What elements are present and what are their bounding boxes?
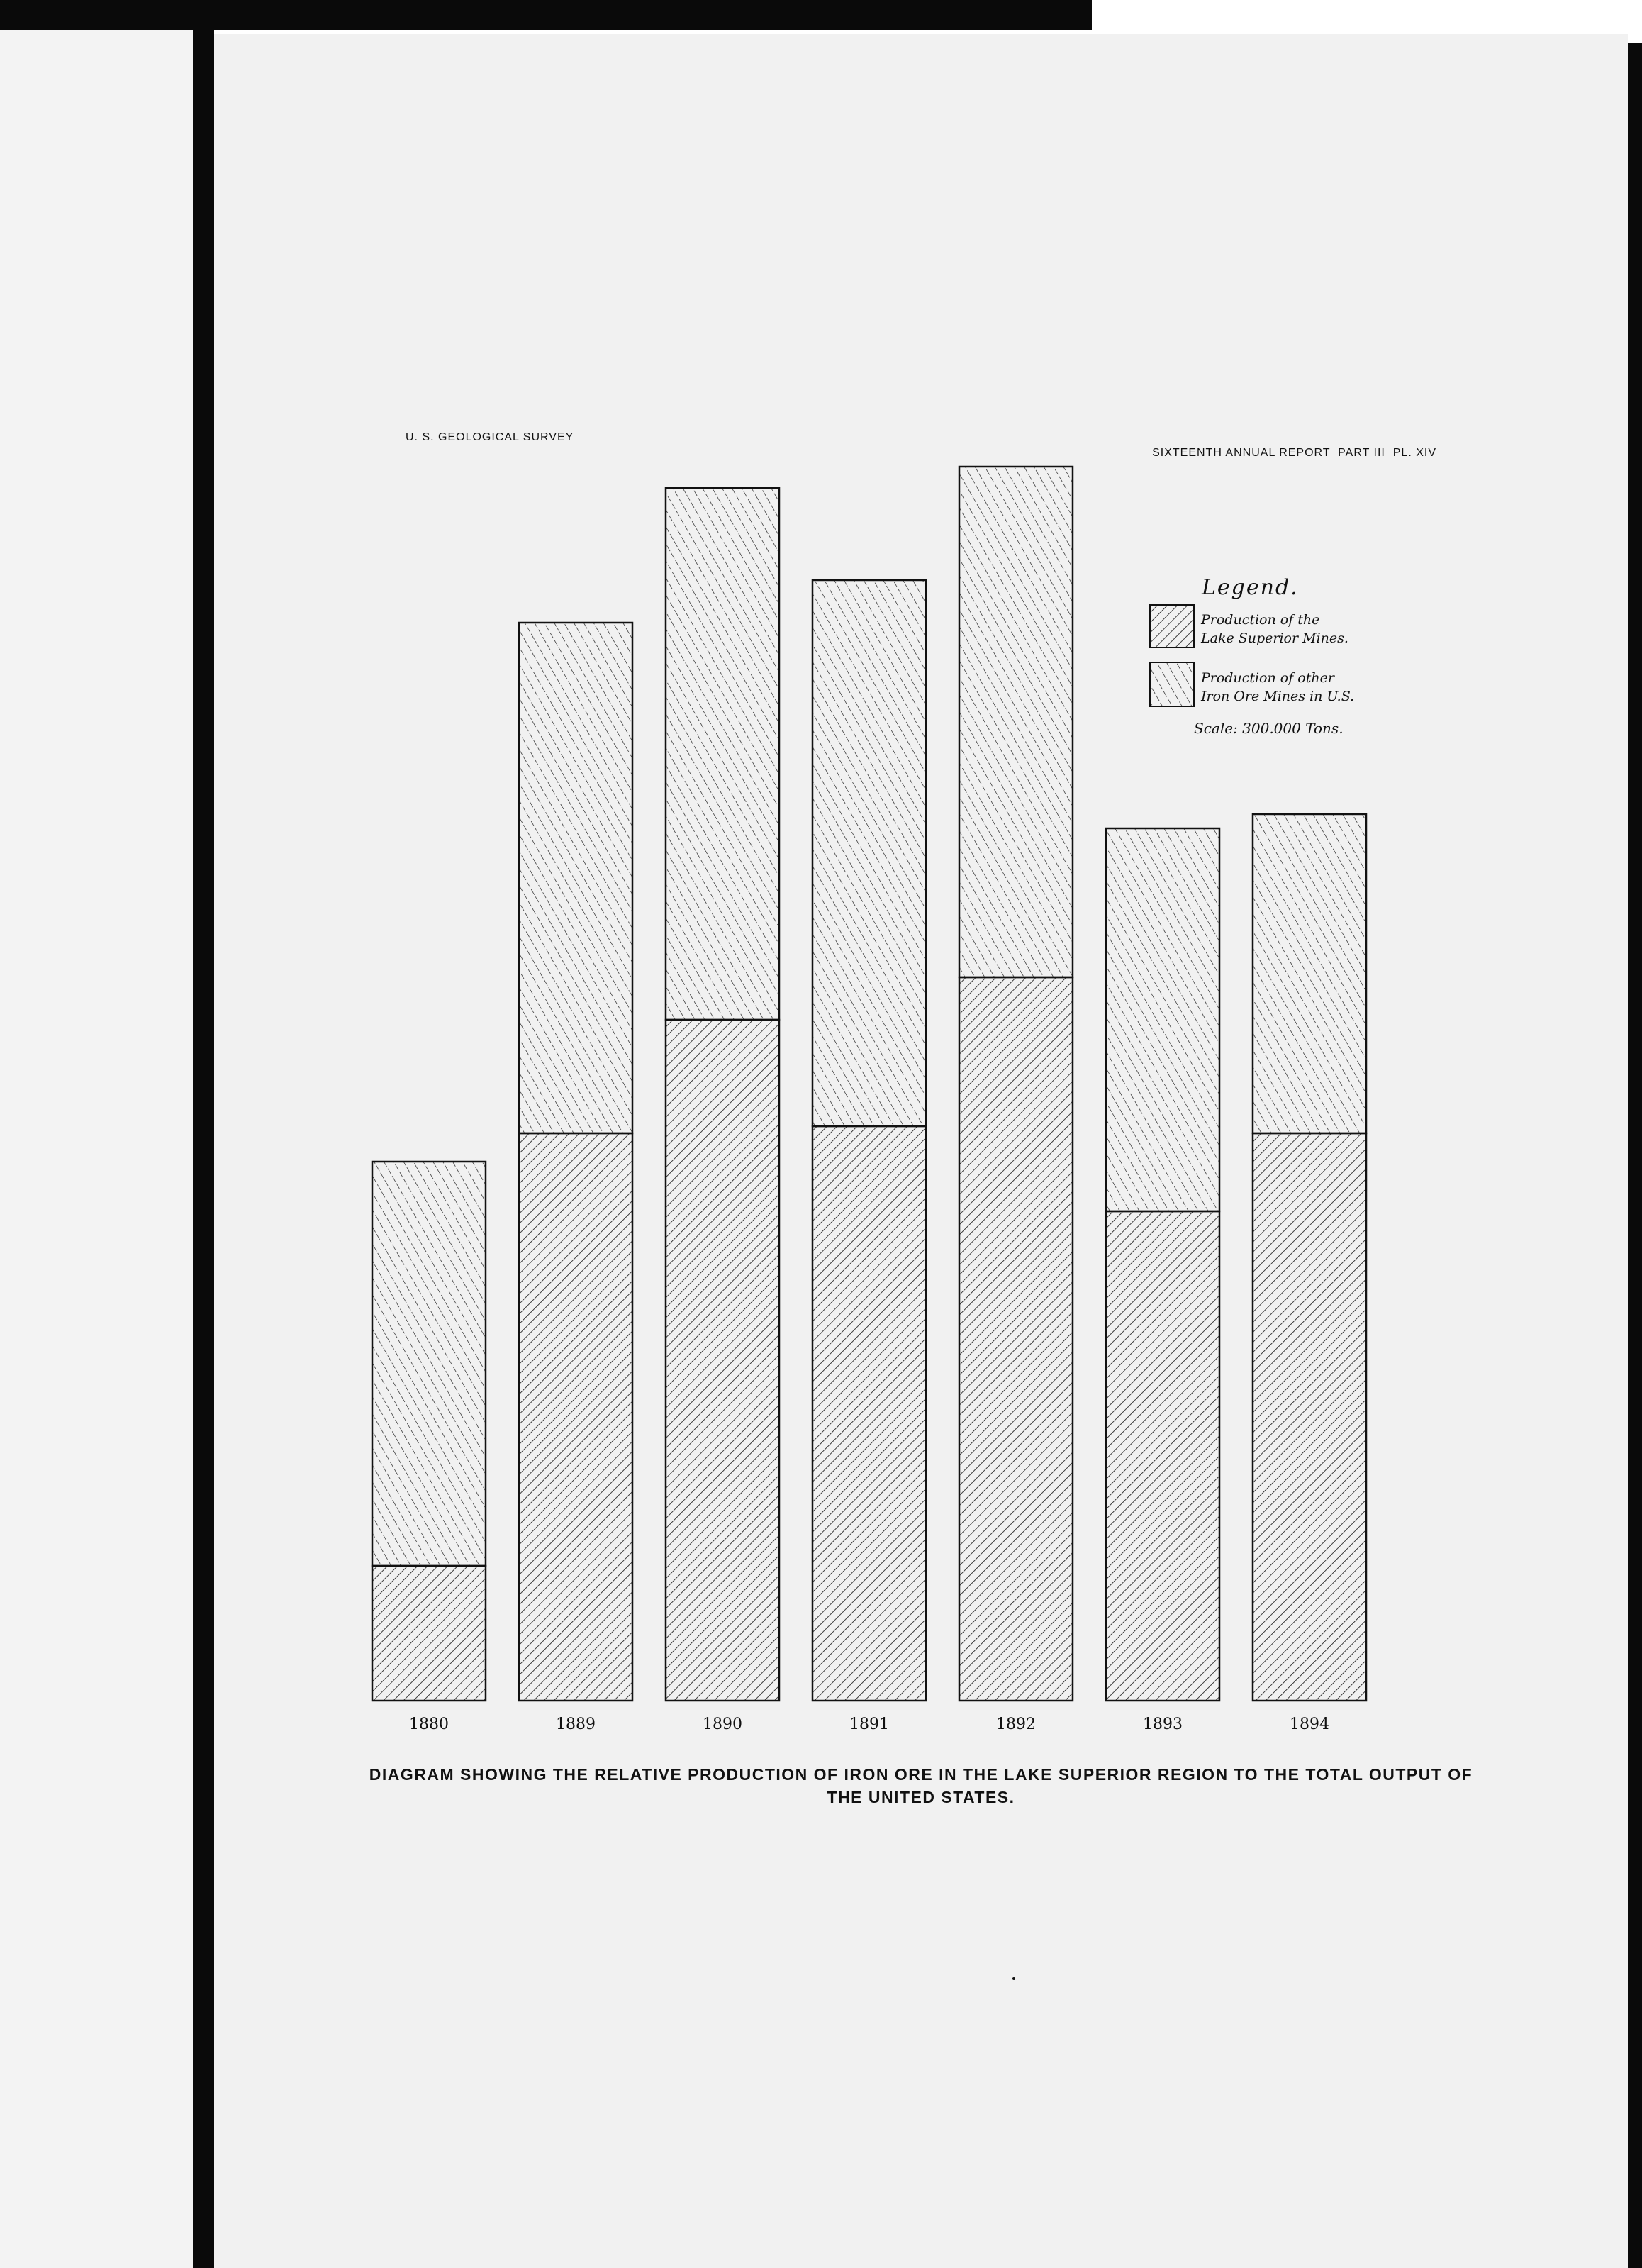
bar-lake-superior-1891 [812,1126,926,1701]
bars-group [372,467,1366,1701]
production-bar-chart [214,34,1628,2268]
bar-lake-superior-1880 [372,1566,486,1701]
year-label-1891: 1891 [849,1716,889,1733]
bar-lake-superior-1889 [519,1133,632,1701]
scan-border-top [0,0,1092,30]
facing-page [0,30,193,2268]
year-label-1894: 1894 [1290,1716,1329,1733]
year-labels-group [409,1716,1329,1733]
legend [1150,575,1354,737]
running-head-right: SIXTEENTH ANNUAL REPORT PART III PL. XIV [1152,447,1436,459]
bar-other-mines-1890 [666,488,779,1020]
book-gutter [193,30,214,2268]
legend-scale: Scale: 300.000 Tons. [1194,720,1344,737]
legend-lake-line1: Production of the [1201,612,1320,628]
figure-caption: DIAGRAM SHOWING THE RELATIVE PRODUCTION OF IRON ORE IN THE LAKE SUPERIOR REGION TO THE TOTAL OUTPUT OF THE UNITED STATES. [369,1765,1473,1806]
plate-page [214,34,1628,2268]
legend-other-line2: Iron Ore Mines in U.S. [1201,689,1355,704]
bar-other-mines-1892 [959,467,1073,977]
print-speck [1012,1977,1015,1980]
legend-title: Legend. [1202,575,1299,600]
bar-other-mines-1891 [812,580,926,1126]
bar-other-mines-1880 [372,1162,486,1566]
legend-swatch-other-mines [1150,662,1194,706]
year-label-1892: 1892 [996,1716,1036,1733]
legend-other-line1: Production of other [1201,670,1334,686]
legend-lake-line2: Lake Superior Mines. [1201,630,1348,646]
bar-other-mines-1889 [519,623,632,1133]
year-label-1880: 1880 [409,1716,449,1733]
running-head-left: U. S. GEOLOGICAL SURVEY [406,431,574,443]
year-label-1889: 1889 [556,1716,596,1733]
bar-lake-superior-1894 [1253,1133,1366,1701]
bar-other-mines-1894 [1253,814,1366,1133]
legend-swatch-lake-superior [1150,605,1194,647]
bar-lake-superior-1892 [959,977,1073,1701]
bar-other-mines-1893 [1106,828,1219,1211]
bar-lake-superior-1890 [666,1020,779,1701]
scan-border-right [1628,43,1642,2268]
year-label-1893: 1893 [1143,1716,1183,1733]
year-label-1890: 1890 [703,1716,742,1733]
bar-lake-superior-1893 [1106,1211,1219,1701]
